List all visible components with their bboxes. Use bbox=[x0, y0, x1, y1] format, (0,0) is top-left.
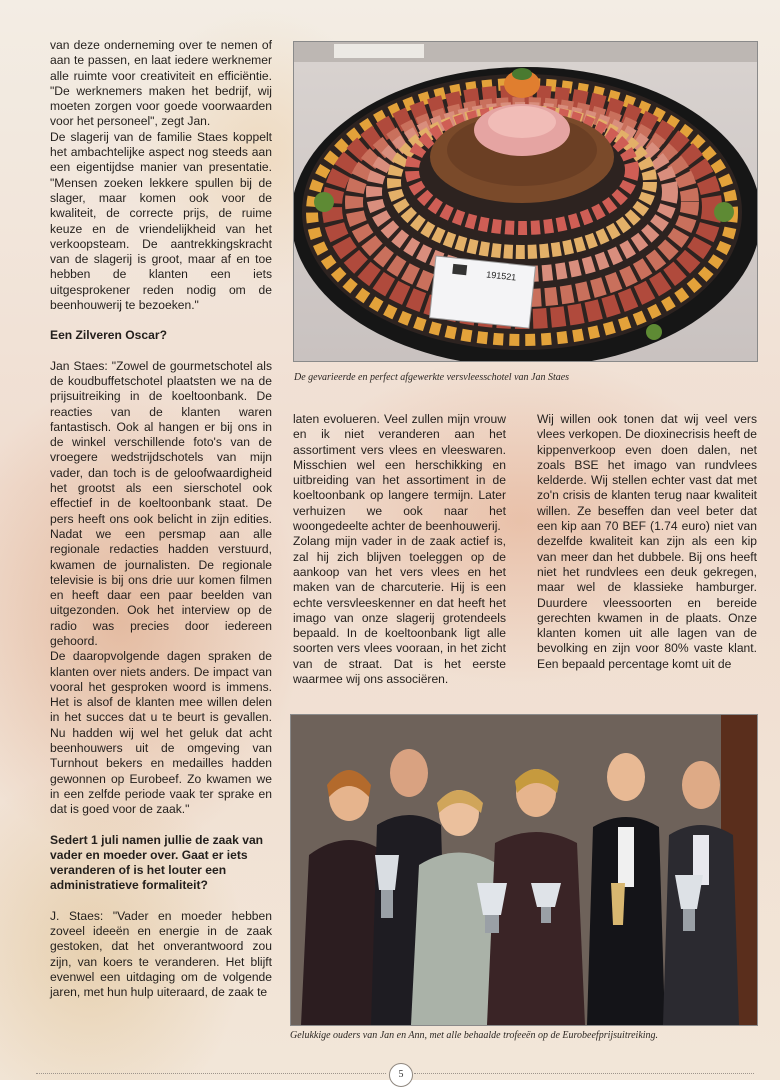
photo-caption: De gevarieerde en perfect afgewerkte versvleesschotel van Jan Staes bbox=[294, 372, 570, 383]
text-column-1 bbox=[50, 38, 272, 1001]
section-heading: Sedert 1 juli namen jullie de zaak van vader en moeder over. Gaat er iets veranderen of is het louter een administratieve formaliteit? bbox=[50, 832, 264, 893]
text-column-3 bbox=[537, 412, 757, 672]
page-number: 5 bbox=[389, 1063, 413, 1087]
trophy-group-photo bbox=[290, 714, 758, 1026]
photo-caption: Gelukkige ouders van Jan en Ann, met alle behaalde trofeeën op de Eurobeefprijsuitreiking. bbox=[290, 1030, 659, 1041]
footer-divider bbox=[414, 1073, 754, 1074]
text-column-2 bbox=[293, 412, 506, 687]
meat-platter-illustration bbox=[294, 42, 757, 361]
paragraph: De daaropvolgende dagen spraken de klanten over niets anders. De impact van vooral het gesproken woord is immens. Het is alsof de klanten mee willen delen in het succes dat u te beurt is gevallen. Nu hadden wij wel het geluk dat acht beenhouwers uit de omgeving van Turnhout bekers en medailles hadden gewonnen op Eurobeef. Zo kwamen we in een zelfde periode vaak ter sprake en dat is goed voor de zaak." bbox=[50, 649, 272, 817]
paragraph: Zolang mijn vader in de zaak actief is, zal hij zich blijven toeleggen op de aankoop van het vers vlees en het maken van de charcuterie. Hij is een echte versvleeskenner en dat heeft het imago van onze slagerij grotendeels bepaald. In de koeltoonbank ligt alle soorten vers vlees vooraan, in het zicht van de straat. Dat is het eerste waarmee wij ons associëren. bbox=[293, 534, 506, 687]
paragraph: J. Staes: "Vader en moeder hebben zoveel ideeën en energie in de zaak gestoken, dat het onverantwoord zou zijn, van koers te veranderen. Het blijft evenwel een uitdaging om de volgende jaren, met hun hulp uiteraard, de zaak te bbox=[50, 908, 272, 1000]
paragraph: De slagerij van de familie Staes koppelt het ambachtelijke aspect nog steeds aan een eigentijdse manier van presentatie. "Mensen zoeken lekkere spullen bij de slager, maar komen ook voor de kwaliteit, de correcte prijs, de ruime keuze en de vriendelijkheid van het verkoopsteam. De aantrekkingskracht van de slagerij is groot, maar af en toe hebben de klanten een iets uitgesprokener reden nodig om de beenhouwerij te bezoeken." bbox=[50, 129, 272, 313]
platter-card-number: 191521 bbox=[485, 269, 517, 283]
paragraph: van deze onderneming over te nemen of aan te passen, en laat iedere werknemer alle ruimte voor creativiteit en efficiëntie. "De werknemers maken het bedrijf, wij moeten zorgen voor goede voorwaarden voor het personeel", zegt Jan. bbox=[50, 38, 272, 129]
paragraph: Wij willen ook tonen dat wij veel vers vlees verkopen. De dioxinecrisis heeft de kippenverkoop even doen dalen, net zoals BSE het imago van rundvlees kelderde. Wij stellen echter vast dat met zo'n crisis de klanten terug naar kwaliteit willen. Ze beseffen dan veel beter dat een kip aan 70 BEF (1.74 euro) niet van dezelfde kwaliteit kan zijn als een kip van meer dan het dubbele. Bij ons heeft niet het rundvlees een deuk gekregen, maar wel de klassieke hamburger. Duurdere vleessoorten en bereide gerechten kwamen in de plaats. Onze klanten komen uit alle lagen van de bevolking en zijn voor 80% vaste klant. Een bepaald percentage komt uit de bbox=[537, 412, 757, 671]
paragraph: Jan Staes: "Zowel de gourmetschotel als de koudbuffetschotel plaatsten we na de prijsuitreiking in de koeltoonbank. De reacties van de klanten waren fantastisch. Ook al hangen er bij ons in de winkel verschillende foto's van de vroegere wedstrijdschotels van mijn vader, dan toch is de geloofwaardigheid het grootst als een sierschotel ook effectief in de koeltoonbank staat. De pers heeft ons ook belicht in zijn edities. Nadat we een persmap aan alle regionale redacties hadden verstuurd, kwamen de journalisten. De regionale televisie is bij ons drie uur komen filmen en heeft daar een paar beelden van uitgezonden. Ook het interview op de radio was precies door iedereen gehoord. bbox=[50, 358, 272, 648]
trophy-group-illustration bbox=[291, 715, 757, 1025]
footer-divider bbox=[36, 1073, 386, 1074]
paragraph: laten evolueren. Veel zullen mijn vrouw en ik niet veranderen aan het assortiment vers vlees en vleeswaren. Misschien wel een herschikking en uitbreiding van het assortiment in de koeltoonbank op langere termijn. Later verhuizen we ook naar het woongedeelte achter de beenhouwerij. bbox=[293, 412, 506, 534]
meat-platter-photo bbox=[293, 41, 758, 362]
section-heading: Een Zilveren Oscar? bbox=[50, 328, 167, 343]
